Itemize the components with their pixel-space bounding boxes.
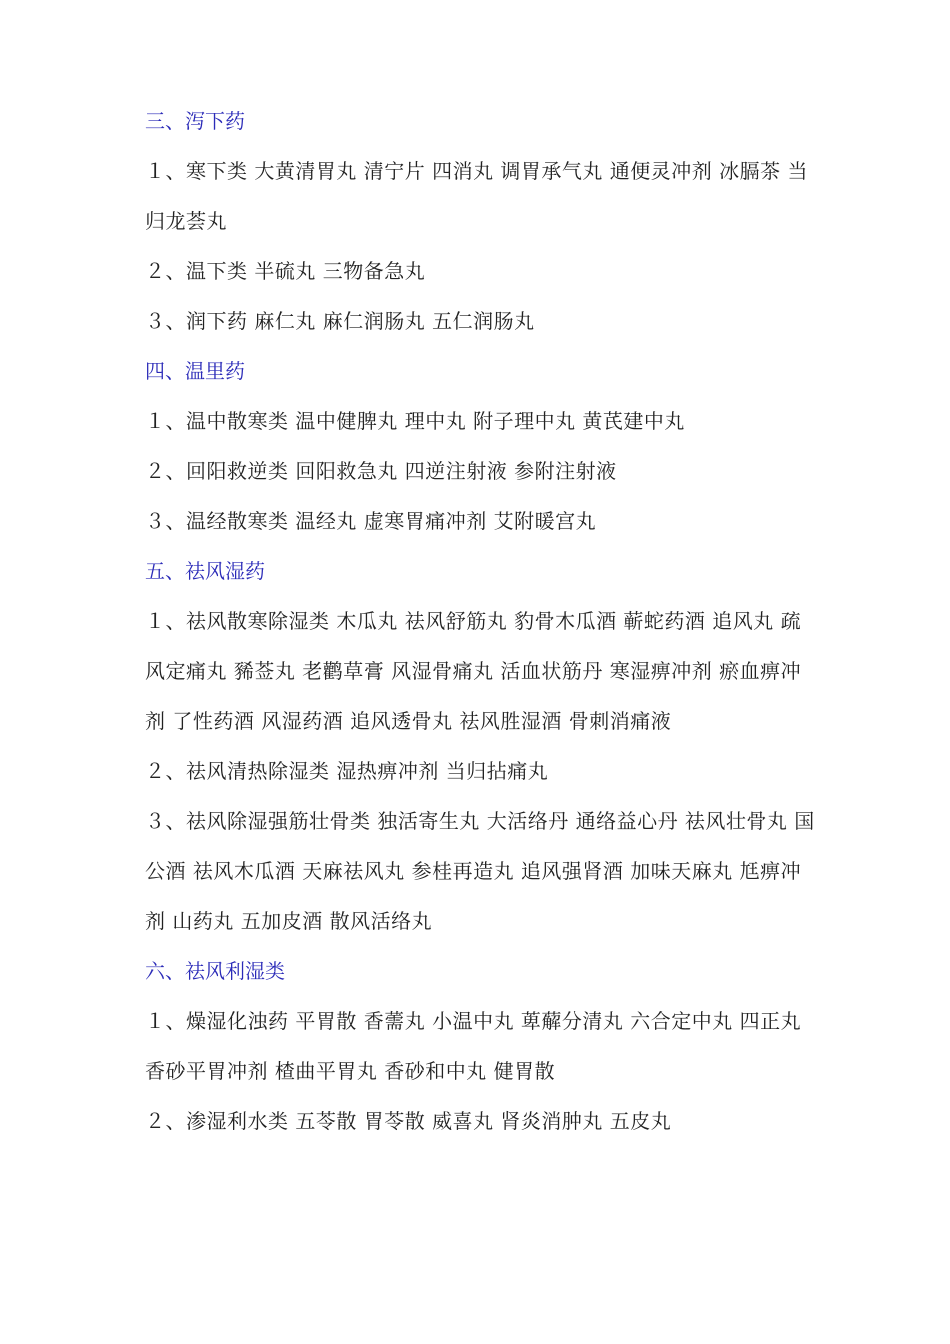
section-purgative [145, 96, 815, 346]
section-interior-warming [145, 346, 815, 546]
list-item: ３、润下药 麻仁丸 麻仁润肠丸 五仁润肠丸 [145, 309, 535, 333]
list-item: ２、回阳救逆类 回阳救急丸 四逆注射液 参附注射液 [145, 459, 617, 483]
list-item: １、燥湿化浊药 平胃散 香薷丸 小温中丸 萆薢分清丸 六合定中丸 四正丸 香砂平胃冲剂 楂曲平胃丸 香砂和中丸 健胃散 [145, 1009, 802, 1083]
document-page [145, 96, 815, 1146]
section-heading: 五、祛风湿药 [145, 559, 265, 583]
section-wind-damp-dispelling [145, 546, 815, 946]
section-heading: 三、泻下药 [145, 109, 245, 133]
section-heading: 六、祛风利湿类 [145, 959, 285, 983]
list-item: ２、渗湿利水类 五苓散 胃苓散 威喜丸 肾炎消肿丸 五皮丸 [145, 1109, 672, 1133]
section-wind-dampness-draining [145, 946, 815, 1146]
section-heading: 四、温里药 [145, 359, 245, 383]
list-item: １、寒下类 大黄清胃丸 清宁片 四消丸 调胃承气丸 通便灵冲剂 冰膈茶 当归龙荟丸 [145, 159, 809, 233]
list-item: ２、祛风清热除湿类 湿热痹冲剂 当归拈痛丸 [145, 759, 549, 783]
list-item: ３、温经散寒类 温经丸 虚寒胃痛冲剂 艾附暖宫丸 [145, 509, 597, 533]
list-item: １、祛风散寒除湿类 木瓜丸 祛风舒筋丸 豹骨木瓜酒 蕲蛇药酒 追风丸 疏风定痛丸 豨莶丸 老鹳草膏 风湿骨痛丸 活血状筋丹 寒湿痹冲剂 瘀血痹冲剂 了性药酒 风湿药酒 追风透骨丸 祛风胜湿酒 骨刺消痛液 [145, 609, 802, 733]
list-item: １、温中散寒类 温中健脾丸 理中丸 附子理中丸 黄芪建中丸 [145, 409, 685, 433]
list-item: ２、温下类 半硫丸 三物备急丸 [145, 259, 426, 283]
list-item: ３、祛风除湿强筋壮骨类 独活寄生丸 大活络丹 通络益心丹 祛风壮骨丸 国公酒 祛风木瓜酒 天麻祛风丸 参桂再造丸 追风强肾酒 加味天麻丸 尪痹冲剂 山药丸 五加皮酒 散风活络丸 [145, 809, 815, 933]
